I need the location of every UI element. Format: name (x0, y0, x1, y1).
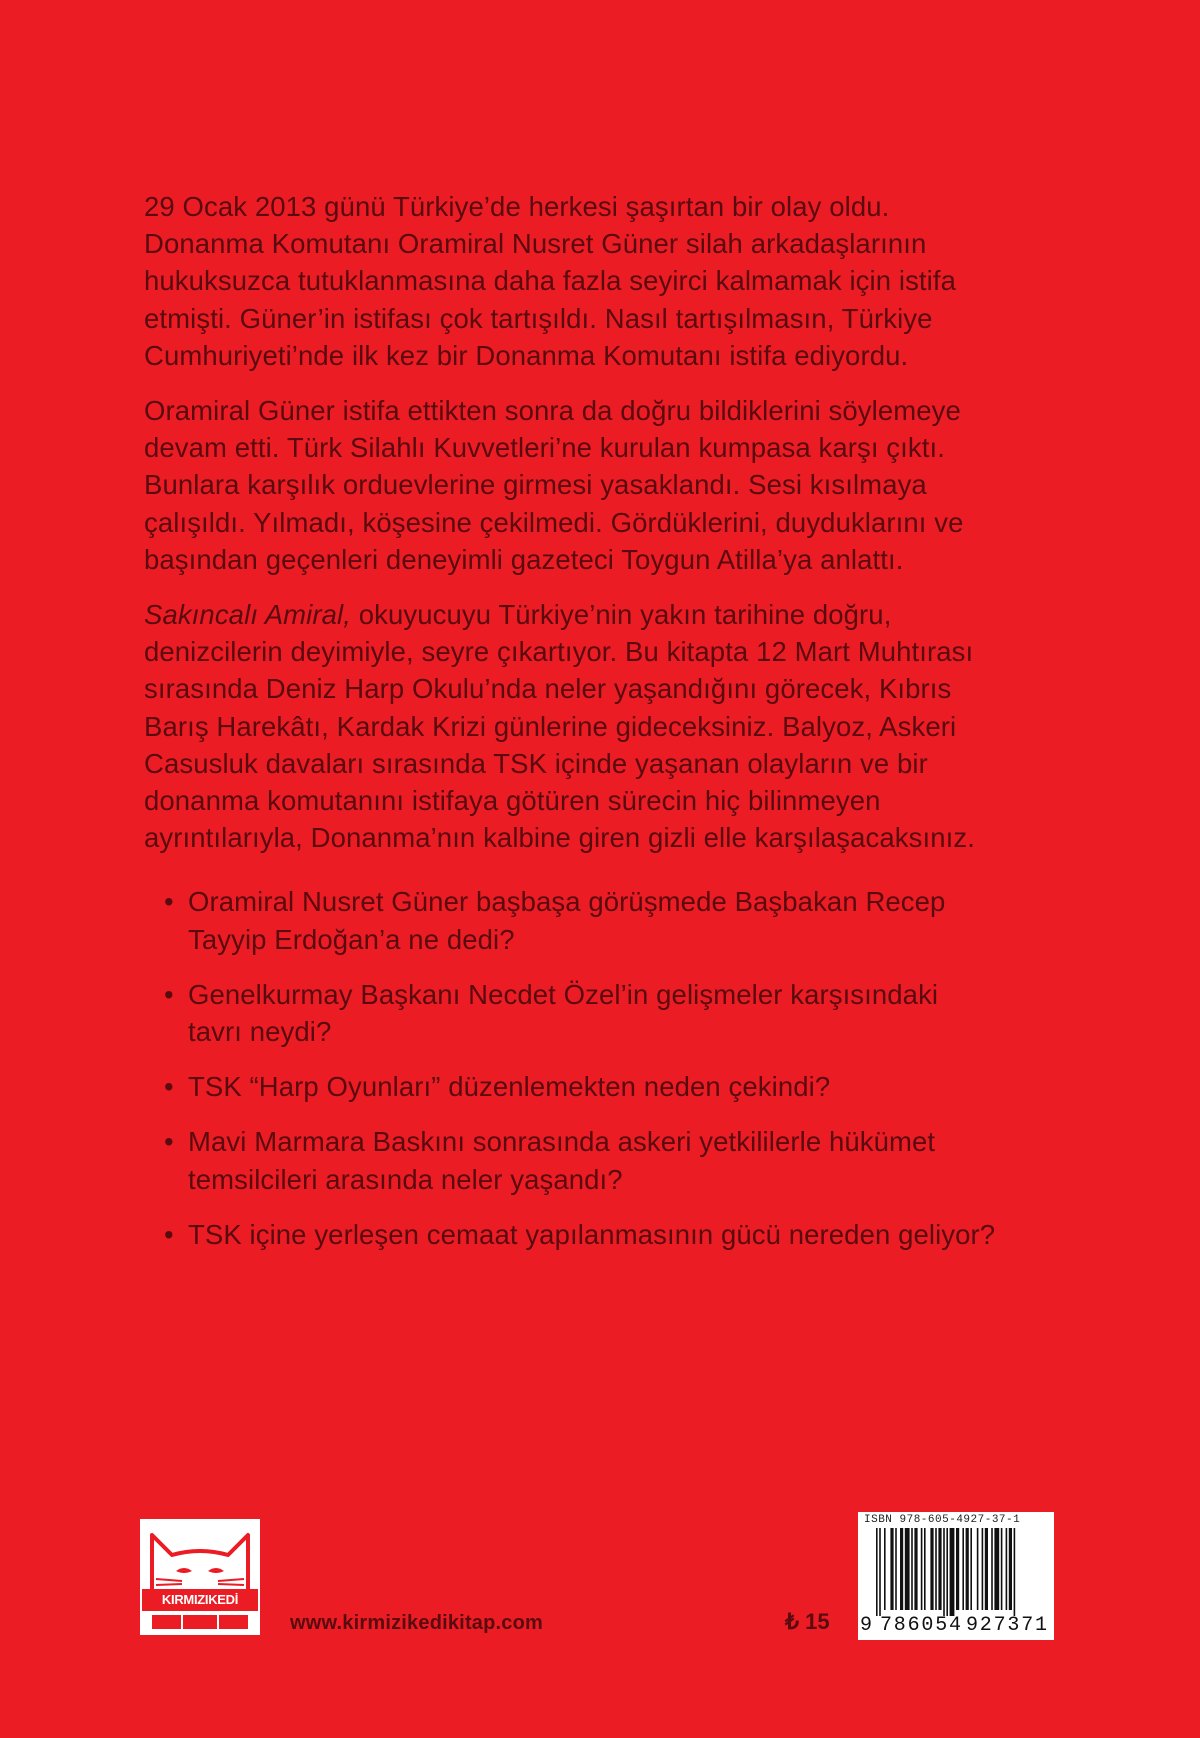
text-line: çalışıldı. Yılmadı, köşesine çekilmedi. Gördüklerini, duyduklarını ve (144, 506, 964, 538)
publisher-logo-text: KIRMIZIKEDİ (142, 1589, 258, 1611)
barcode-bar (991, 1528, 993, 1610)
text-fragment: okuyucuyu Türkiye’nin yakın tarihine doğru, (351, 599, 892, 631)
barcode-bar (905, 1528, 910, 1610)
barcode-bar (946, 1528, 948, 1616)
text-line: Oramiral Güner istifa ettikten sonra da doğru bildiklerini söylemeye (144, 395, 961, 427)
text-line: ayrıntılarıyla, Donanma’nın kalbine giren gizli elle karşılaşacaksınız. (144, 822, 975, 854)
text-line: devam etti. Türk Silahlı Kuvvetleri’ne kurulan kumpasa karşı çıktı. (144, 432, 945, 464)
barcode-bar (1006, 1528, 1008, 1610)
barcode-bar (966, 1528, 969, 1610)
barcode-bar (950, 1528, 955, 1616)
isbn-barcode (858, 1512, 1054, 1640)
text-line: Cumhuriyeti’nde ilk kez bir Donanma Komutanı istifa ediyordu. (144, 339, 909, 371)
barcode-bar (876, 1528, 878, 1616)
text-line: Oramiral Nusret Güner başbaşa görüşmede Başbakan Recep (188, 886, 946, 918)
price-label: ₺ 15 (785, 1609, 830, 1634)
book-title-italic: Sakıncalı Amiral, (144, 599, 351, 631)
text-line: Barış Harekâtı, Kardak Krizi günlerine gideceksiniz. Balyoz, Askeri (144, 710, 957, 742)
bullet-icon: • (164, 978, 174, 1010)
barcode-bar (935, 1528, 937, 1610)
text-line: temsilcileri arasında neler yaşandı? (188, 1163, 623, 1195)
text-line: Genelkurmay Başkanı Necdet Özel’in gelişmeler karşısındaki (188, 978, 939, 1010)
barcode-bar (930, 1528, 933, 1610)
barcode-bar (884, 1528, 886, 1610)
barcode-bar (921, 1528, 923, 1610)
barcode-bar (1009, 1528, 1012, 1610)
text-line: Mavi Marmara Baskını sonrasında askeri yetkililerle hükümet (188, 1126, 936, 1158)
paragraph-1 (144, 188, 1074, 374)
text-line: tavrı neydi? (188, 1016, 332, 1048)
barcode-bar (924, 1528, 926, 1610)
barcode-bar (900, 1528, 903, 1610)
publisher-website: www.kirmizikedikitap.com (290, 1612, 544, 1634)
publisher-logo (140, 1519, 260, 1635)
text-line (144, 596, 1074, 633)
text-line: Bunlara karşılık orduevlerine girmesi yasaklandı. Sesi kısılmaya (144, 469, 927, 501)
text-line: TSK içine yerleşen cemaat yapılanmasının gücü nereden geliyor? (188, 1218, 996, 1250)
barcode-bar (970, 1528, 972, 1610)
text-line: TSK “Harp Oyunları” düzenlemekten neden çekindi? (188, 1071, 831, 1103)
barcode-bar (879, 1528, 881, 1616)
barcode-bar (938, 1528, 941, 1610)
barcode-icon (858, 1528, 1054, 1616)
ean-right-digits: 927371 (966, 1614, 1049, 1637)
ean-first-digit: 9 (860, 1614, 873, 1637)
barcode-bar (977, 1528, 979, 1610)
text-line: denizcilerin deyimiyle, seyre çıkartıyor. Bu kitapta 12 Mart Muhtırası (144, 636, 974, 668)
paragraph-3 (144, 596, 1074, 856)
text-line: Tayyip Erdoğan’a ne dedi? (188, 923, 515, 955)
barcode-bar (914, 1528, 917, 1610)
barcode-bar (956, 1528, 959, 1610)
ean-left-digits: 786054 (880, 1614, 963, 1637)
bullet-icon: • (164, 1126, 174, 1158)
text-line: 29 Ocak 2013 günü Türkiye’de herkesi şaşırtan bir olay oldu. (144, 191, 890, 222)
isbn-label: ISBN 978-605-4927-37-1 (864, 1514, 1021, 1526)
list-item (144, 976, 1074, 1050)
barcode-bar (994, 1528, 999, 1610)
cat-logo-icon (142, 1521, 258, 1633)
list-item (144, 1216, 1074, 1253)
bullet-icon: • (164, 1218, 174, 1250)
barcode-bar (962, 1528, 964, 1610)
bullet-icon: • (164, 1071, 174, 1103)
text-line: hukuksuzca tutuklanmasına daha fazla seyirci kalmamak için istifa (144, 265, 957, 297)
text-line: donanma komutanını istifaya götüren sürecin hiç bilinmeyen (144, 785, 881, 817)
text-line: etmişti. Güner’in istifası çok tartışıldı. Nasıl tartışılmasın, Türkiye (144, 302, 933, 334)
question-list (144, 883, 1074, 1253)
barcode-bar (1001, 1528, 1003, 1610)
barcode-bar (890, 1528, 893, 1610)
barcode-bar (1014, 1528, 1016, 1616)
list-item (144, 883, 1074, 957)
text-line: sırasında Deniz Harp Okulu’nda neler yaşandığını görecek, Kıbrıs (144, 673, 952, 705)
paragraph-2 (144, 392, 1074, 578)
barcode-bar (895, 1528, 897, 1610)
back-cover-text (144, 188, 1074, 1271)
list-item (144, 1123, 1074, 1197)
barcode-bar (982, 1528, 984, 1610)
barcode-bar (943, 1528, 945, 1616)
bullet-icon: • (164, 886, 174, 918)
text-line: Casusluk davaları sırasında TSK içinde yaşanan olayların ve bir (144, 747, 928, 779)
text-line: Donanma Komutanı Oramiral Nusret Güner silah arkadaşlarının (144, 228, 927, 260)
barcode-bar (911, 1528, 913, 1610)
barcode-bar (985, 1528, 988, 1610)
text-line: başından geçenleri deneyimli gazeteci Toygun Atilla’ya anlattı. (144, 543, 904, 575)
list-item (144, 1068, 1074, 1105)
